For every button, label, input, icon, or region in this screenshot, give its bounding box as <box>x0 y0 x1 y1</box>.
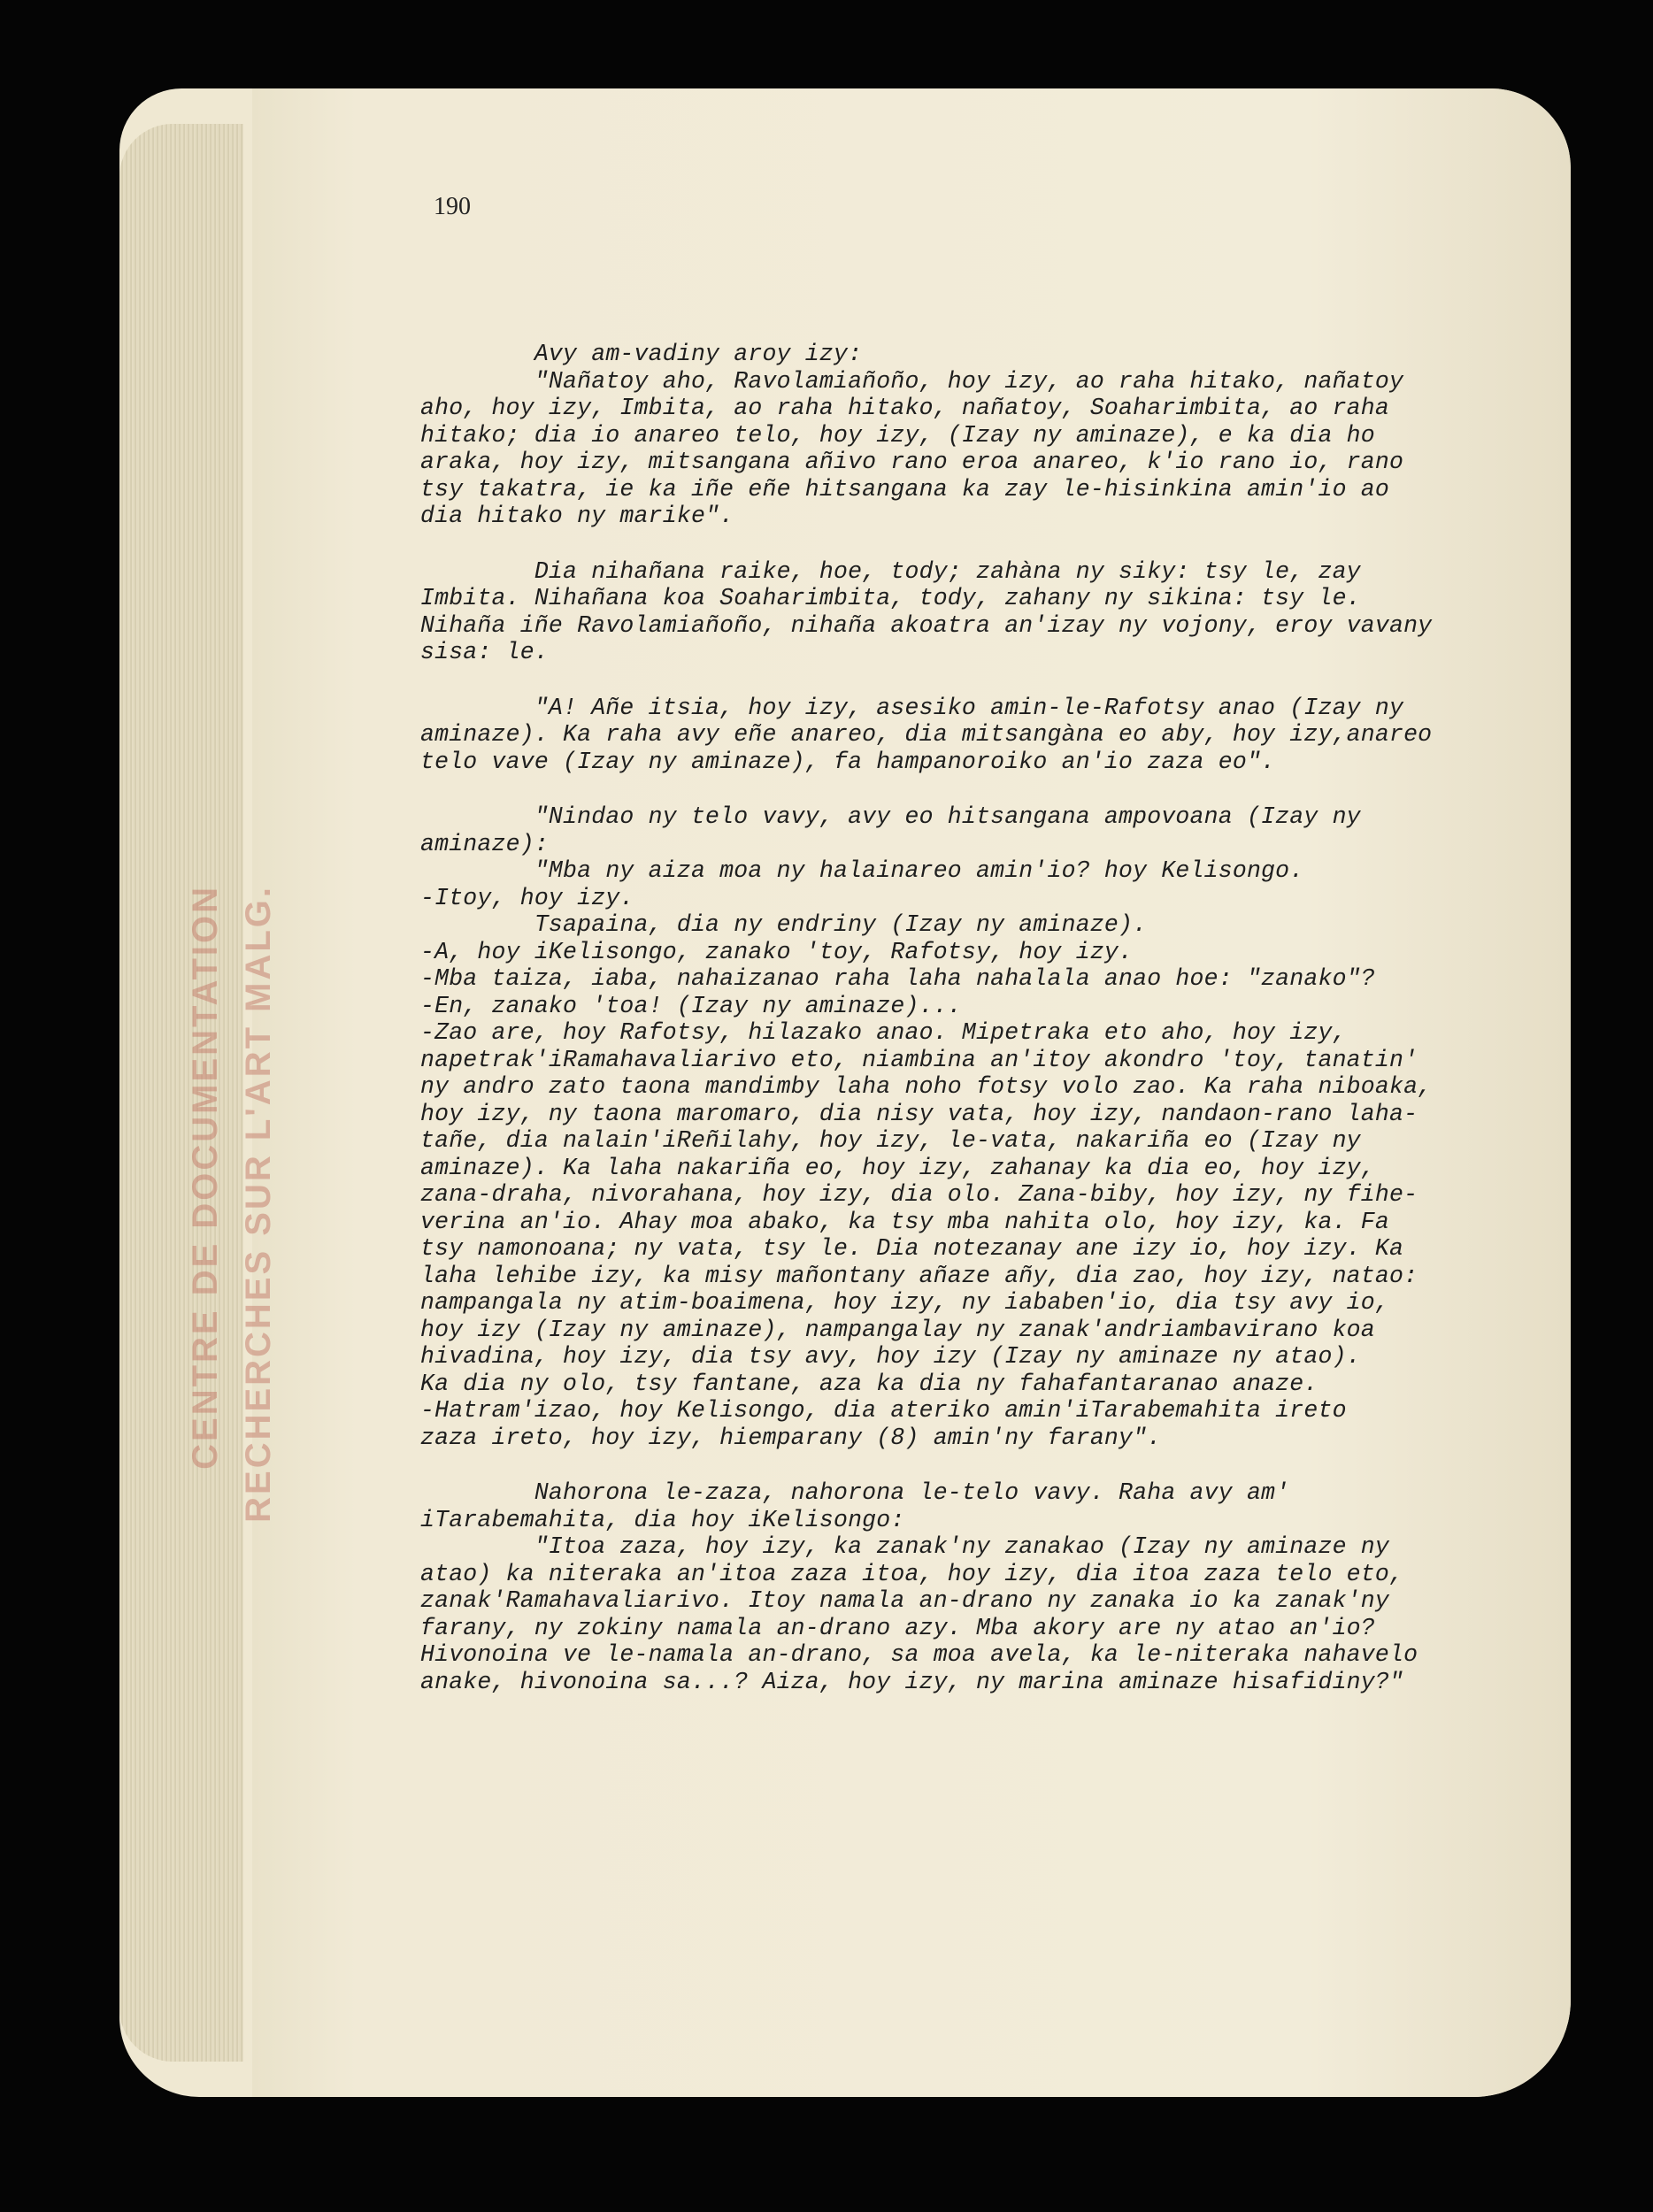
text-line: zana-draha, nivorahana, hoy izy, dia olo. Zana-biby, hoy izy, ny fihe- <box>420 1181 1419 1208</box>
text-line: Ka dia ny olo, tsy fantane, aza ka dia ny fahafantaranao anaze. <box>420 1370 1319 1397</box>
paragraph <box>420 341 1469 530</box>
text-line: hoy izy, ny taona maromaro, dia nisy vata, hoy izy, nandaon-rano laha- <box>420 1100 1419 1127</box>
text-line: sisa: le. <box>420 639 549 665</box>
text-line: Hivonoina ve le-namala an-drano, sa moa avela, ka le-niteraka nahavelo <box>420 1641 1419 1668</box>
text-line: Nahorona le-zaza, nahorona le-telo vavy. Raha avy am' <box>420 1479 1290 1506</box>
text-line: Nihaña iñe Ravolamiañoño, nihaña akoatra an'izay ny vojony, eroy vavany <box>420 611 1433 639</box>
text-line: aminaze): <box>420 830 549 857</box>
text-line: aminaze). Ka raha avy eñe anareo, dia mitsangàna eo aby, hoy izy,anareo <box>420 721 1433 748</box>
text-line: zanak'Ramahavaliarivo. Itoy namala an-drano ny zanaka io ka zanak'ny <box>420 1587 1389 1614</box>
text-line: laha lehibe izy, ka misy mañontany añaze añy, dia zao, hoy izy, natao: <box>420 1262 1419 1289</box>
text-line: Avy am-vadiny aroy izy: <box>420 341 863 367</box>
text-line: "Mba ny aiza moa ny halainareo amin'io? hoy Kelisongo. <box>420 857 1304 884</box>
text-line: -Itoy, hoy izy. <box>420 884 634 911</box>
text-line: Imbita. Nihañana koa Soaharimbita, tody, zahany ny sikina: tsy le. <box>420 585 1361 611</box>
page-number: 190 <box>434 193 471 220</box>
text-line: -En, zanako 'toa! (Izay ny aminaze)... <box>420 992 962 1019</box>
text-line: -A, hoy iKelisongo, zanako 'toy, Rafotsy, hoy izy. <box>420 938 1134 965</box>
text-line: araka, hoy izy, mitsangana añivo rano eroa anareo, k'io rano io, rano <box>420 449 1404 475</box>
text-line: dia hitako ny marike". <box>420 503 734 529</box>
text-line: "A! Añe itsia, hoy izy, asesiko amin-le-Rafotsy anao (Izay ny <box>420 694 1404 721</box>
paragraph-gap <box>420 775 1469 803</box>
paragraph <box>420 803 1469 1451</box>
paragraph-gap <box>420 1451 1469 1479</box>
text-line: aho, hoy izy, Imbita, ao raha hitako, nañatoy, Soaharimbita, ao raha <box>420 395 1389 421</box>
text-line: hivadina, hoy izy, dia tsy avy, hoy izy (Izay ny aminaze ny atao). <box>420 1343 1361 1370</box>
text-line: telo vave (Izay ny aminaze), fa hampanoroiko an'io zaza eo". <box>420 748 1276 775</box>
text-line: hitako; dia io anareo telo, hoy izy, (Izay ny aminaze), e ka dia ho <box>420 421 1375 449</box>
paragraph <box>420 558 1469 666</box>
paragraph <box>420 1479 1469 1695</box>
text-line: "Itoa zaza, hoy izy, ka zanak'ny zanakao (Izay ny aminaze ny <box>420 1533 1389 1560</box>
text-line: tañe, dia nalain'iReñilahy, hoy izy, le-vata, nakariña eo (Izay ny <box>420 1127 1361 1154</box>
text-line: Dia nihañana raike, hoe, tody; zahàna ny siky: tsy le, zay <box>420 557 1361 585</box>
stamp-line-2: RECHERCHES SUR L'ART MALG. <box>239 885 278 1523</box>
paragraph-gap <box>420 666 1469 695</box>
page-edges <box>119 124 243 2062</box>
text-line: nampangala ny atim-boaimena, hoy izy, ny iababen'io, dia tsy avy io, <box>420 1289 1389 1316</box>
text-line: ny andro zato taona mandimby laha noho fotsy volo zao. Ka raha niboaka, <box>420 1073 1433 1100</box>
text-line: -Zao are, hoy Rafotsy, hilazako anao. Mipetraka eto aho, hoy izy, <box>420 1019 1347 1046</box>
paragraph-gap <box>420 530 1469 558</box>
text-line: "Nindao ny telo vavy, avy eo hitsangana ampovoana (Izay ny <box>420 803 1361 830</box>
text-line: napetrak'iRamahavaliarivo eto, niambina an'itoy akondro 'toy, tanatin' <box>420 1046 1419 1073</box>
text-line: verina an'io. Ahay moa abako, ka tsy mba nahita olo, hoy izy, ka. Fa <box>420 1208 1389 1235</box>
text-line: "Nañatoy aho, Ravolamiañoño, hoy izy, ao raha hitako, nañatoy <box>420 367 1404 395</box>
text-line: hoy izy (Izay ny aminaze), nampangalay ny zanak'andriambavirano koa <box>420 1316 1375 1343</box>
stamp-line-1: CENTRE DE DOCUMENTATION <box>186 885 225 1470</box>
text-line: aminaze). Ka laha nakariña eo, hoy izy, zahanay ka dia eo, hoy izy, <box>420 1154 1375 1181</box>
text-line: -Hatram'izao, hoy Kelisongo, dia ateriko amin'iTarabemahita ireto <box>420 1397 1347 1424</box>
text-line: Tsapaina, dia ny endriny (Izay ny aminaze). <box>420 911 1148 938</box>
text-line: -Mba taiza, iaba, nahaizanao raha laha nahalala anao hoe: "zanako"? <box>420 965 1375 992</box>
text-line: zaza ireto, hoy izy, hiemparany (8) amin'ny farany". <box>420 1424 1162 1451</box>
text-line: tsy takatra, ie ka iñe eñe hitsangana ka zay le-hisinkina amin'io ao <box>420 475 1389 503</box>
text-line: atao) ka niteraka an'itoa zaza itoa, hoy izy, dia itoa zaza telo eto, <box>420 1560 1404 1587</box>
text-line: farany, ny zokiny namala an-drano azy. Mba akory are ny atao an'io? <box>420 1614 1375 1641</box>
text-line: anake, hivonoina sa...? Aiza, hoy izy, ny marina aminaze hisafidiny?" <box>420 1668 1404 1695</box>
text-line: tsy namonoana; ny vata, tsy le. Dia notezanay ane izy io, hoy izy. Ka <box>420 1235 1404 1262</box>
page-text <box>420 341 1469 1695</box>
text-line: iTarabemahita, dia hoy iKelisongo: <box>420 1506 905 1533</box>
paragraph <box>420 695 1469 776</box>
